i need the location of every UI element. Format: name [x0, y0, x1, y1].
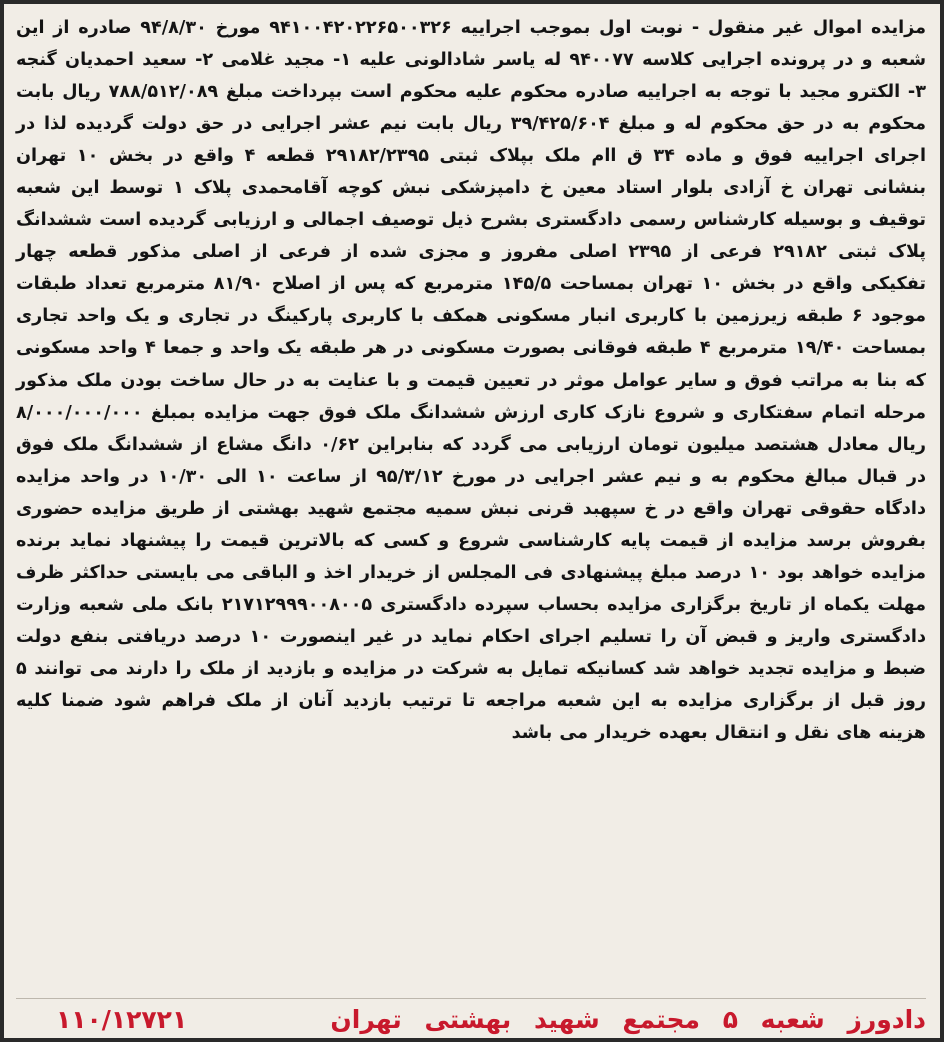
notice-reference-number: ۱۱۰/۱۲۷۲۱ — [56, 1004, 188, 1034]
issuer-signature: دادورز شعبه ۵ مجتمع شهید بهشتی تهران — [330, 1004, 926, 1034]
notice-footer — [16, 998, 926, 1039]
notice-body-text: مزایده اموال غیر منقول - نوبت اول بموجب اجراییه ۹۴۱۰۰۴۲۰۲۲۶۵۰۰۳۲۶ مورخ ۹۴/۸/۳۰ صادره از این شعبه و در پرونده اجرایی کلاسه ۹۴۰۰۷۷ له یاسر شادالونی علیه ۱- مجید غلامی ۲- سعید احمدیان گنجه ۳- الکترو مجید با توجه به اجراییه صادره محکوم علیه محکوم است بپرداخت مبلغ ۷۸۸/۵۱۲/۰۸۹ ریال بابت محکوم به در حق محکوم له و مبلغ ۳۹/۴۲۵/۶۰۴ ریال بابت نیم عشر اجرایی در حق دولت گردیده لذا در اجرای اجراییه فوق و ماده ۳۴ ق اام ملک بپلاک ثبتی ۲۹۱۸۲/۲۳۹۵ قطعه ۴ واقع در بخش ۱۰ تهران بنشانی تهران خ آزادی بلوار استاد معین خ دامپزشکی نبش کوچه آقامحمدی پلاک ۱ توسط این شعبه توقیف و بوسیله کارشناس رسمی دادگستری بشرح ذیل توصیف اجمالی و ارزیابی گردیده است ششدانگ پلاک ثبتی ۲۹۱۸۲ فرعی از ۲۳۹۵ اصلی مفروز و مجزی شده از فرعی از اصلی مذکور قطعه چهار تفکیکی واقع در بخش ۱۰ تهران بمساحت ۱۴۵/۵ مترمربع که پس از اصلاح ۸۱/۹۰ مترمربع تعداد طبقات موجود ۶ طبقه زیرزمین با کاربری انبار مسکونی همکف با کاربری پارکینگ در تجاری و یک واحد تجاری بمساحت ۱۹/۴۰ مترمربع ۴ طبقه فوقانی بصورت مسکونی در هر طبقه یک واحد و جمعا ۴ واحد مسکونی که بنا به مراتب فوق و سایر عوامل موثر در تعیین قیمت و با عنایت به در حال ساخت بودن ملک مذکور مرحله اتمام سفتکاری و شروع نازک کاری ارزش ششدانگ ملک فوق جهت مزایده بمبلغ ۸/۰۰۰/۰۰۰/۰۰۰ ریال معادل هشتصد میلیون تومان ارزیابی می گردد که بنابراین ۰/۶۲ دانگ مشاع از ششدانگ ملک فوق در قبال مبالغ محکوم به و نیم عشر اجرایی در مورخ ۹۵/۳/۱۲ از ساعت ۱۰ الی ۱۰/۳۰ در واحد مزایده دادگاه حقوقی تهران واقع در خ سپهبد قرنی نبش سمیه مجتمع شهید بهشتی از طریق مزایده حضوری بفروش برسد مزایده از قیمت پایه کارشناسی شروع و کسی که بالاترین قیمت را پیشنهاد نماید برنده مزایده خواهد بود ۱۰ درصد مبلغ پیشنهادی فی المجلس از خریدار اخذ و الباقی می بایستی حداکثر ظرف مهلت یکماه از تاریخ برگزاری مزایده بحساب سپرده دادگستری ۲۱۷۱۲۹۹۹۰۰۸۰۰۵ بانک ملی شعبه وزارت دادگستری واریز و قبض آن را تسلیم اجرای احکام نماید در غیر اینصورت ۱۰ درصد دریافتی بنفع دولت ضبط و مزایده تجدید خواهد شد کسانیکه تمایل به شرکت در مزایده و بازدید از ملک را دارند می توانند ۵ روز قبل از برگزاری مزایده به این شعبه مراجعه تا ترتیب بازدید آنان از ملک فراهم شود ضمنا کلیه هزینه های نقل و انتقال بعهده خریدار می باشد — [16, 18, 927, 744]
